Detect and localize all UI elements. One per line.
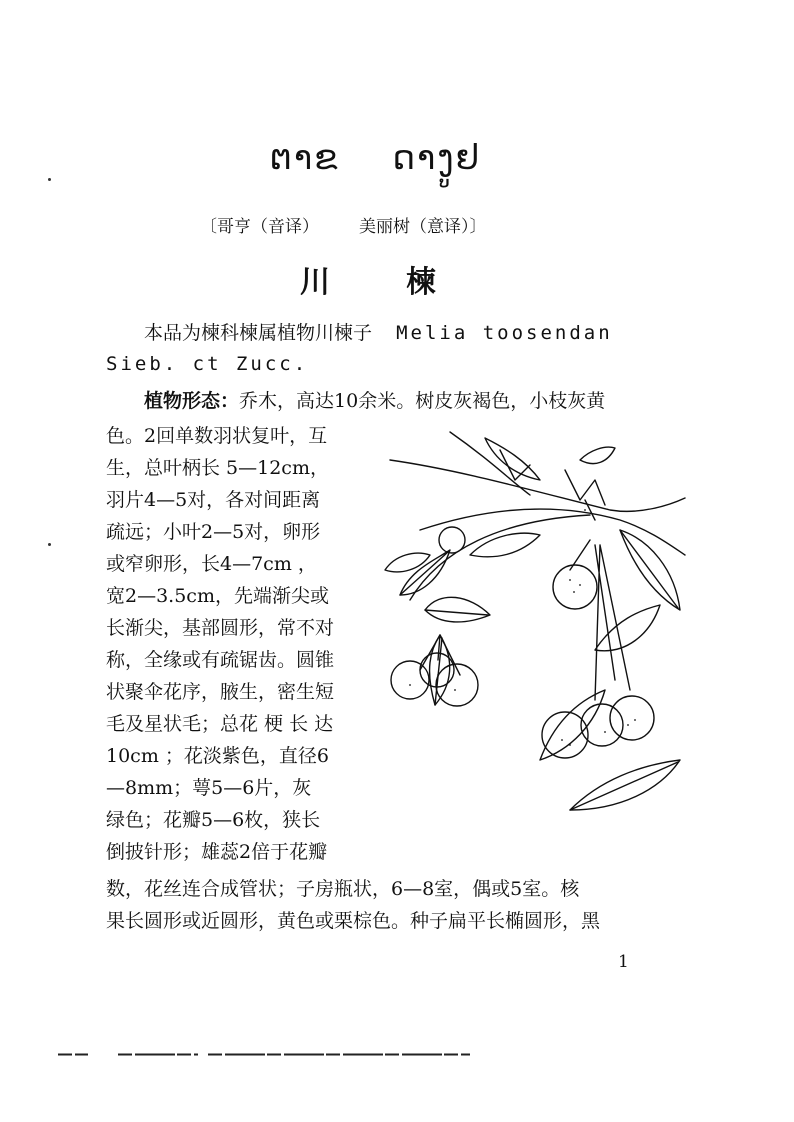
scan-speck: [48, 543, 51, 546]
close-bracket: 〕: [469, 217, 487, 237]
script-word-1: ຕາຂ: [270, 138, 340, 178]
leaf-vein: [570, 762, 678, 810]
drupe: [542, 712, 588, 758]
text-line: —8mm；萼5—6片，灰: [106, 777, 312, 799]
drupe: [553, 565, 597, 609]
text-line: 或窄卵形，长4—7cm ，: [106, 553, 317, 575]
leaf-vein: [620, 530, 678, 608]
scan-speck: [48, 178, 51, 181]
script-title: [270, 138, 521, 178]
page-number: 1: [618, 952, 629, 972]
morphology-line: [144, 386, 605, 413]
leaf-vein: [400, 552, 448, 595]
branch: [450, 432, 530, 495]
leaf: [425, 597, 490, 622]
leaf-vein: [425, 610, 488, 615]
phonetic-translation: 哥亨（音译）: [217, 217, 319, 237]
text-line: 宽2—3.5cm，先端渐尖或: [106, 585, 329, 607]
text-line: 状聚伞花序，腋生，密生短: [106, 681, 335, 703]
text-line: 羽片4—5对，各对间距离: [106, 489, 321, 511]
semantic-translation: 美丽树（意译）: [359, 217, 470, 237]
page-title: 川楝: [300, 265, 512, 300]
plant-illustration: [380, 420, 690, 820]
latin-name-1: Melia toosendan: [396, 322, 613, 344]
branch: [390, 460, 685, 511]
intro-line: [144, 318, 613, 345]
text-line: 倒披针形；雄蕊2倍于花瓣: [106, 841, 328, 863]
script-word-2: ດາງູຢ: [392, 138, 482, 178]
intro-text: 本品为楝科楝属植物川楝子: [144, 322, 373, 344]
text-line: 色。2回单数羽状复叶，互: [106, 425, 328, 447]
branch: [420, 509, 685, 555]
text-line: 疏远；小叶2—5对，卵形: [106, 521, 321, 543]
drupe: [439, 527, 465, 553]
text-line: 称，全缘或有疏锯齿。圆锥: [106, 649, 335, 671]
drupe: [610, 696, 654, 740]
translation-line: [200, 212, 487, 237]
text-line: 长渐尖，基部圆形，常不对: [106, 617, 335, 639]
open-bracket: 〔: [200, 217, 217, 237]
text-line: 生，总叶柄长 5—12cm，: [106, 457, 329, 479]
text-line: 数，花丝连合成管状；子房瓶状，6—8室，偶或5室。核: [106, 878, 580, 900]
leaf: [385, 553, 430, 572]
text-line: 毛及星状毛；总花 梗 长 达: [106, 713, 334, 735]
scan-rule: [58, 1053, 470, 1056]
leaf: [470, 533, 540, 557]
latin-name-2: Sieb. ct Zucc.: [106, 353, 309, 375]
morphology-text: 乔木，高达10余米。树皮灰褐色，小枝灰黄: [239, 390, 606, 412]
fruit-stalk: [570, 540, 630, 700]
text-line: 果长圆形或近圆形，黄色或栗棕色。种子扁平长椭圆形，黑: [106, 910, 601, 932]
text-line: 10cm ；花淡紫色，直径6: [106, 745, 329, 767]
shading: [409, 509, 636, 746]
leaf: [580, 447, 615, 463]
text-line: 绿色；花瓣5—6枚，狭长: [106, 809, 321, 831]
morphology-label: 植物形态：: [144, 390, 240, 412]
